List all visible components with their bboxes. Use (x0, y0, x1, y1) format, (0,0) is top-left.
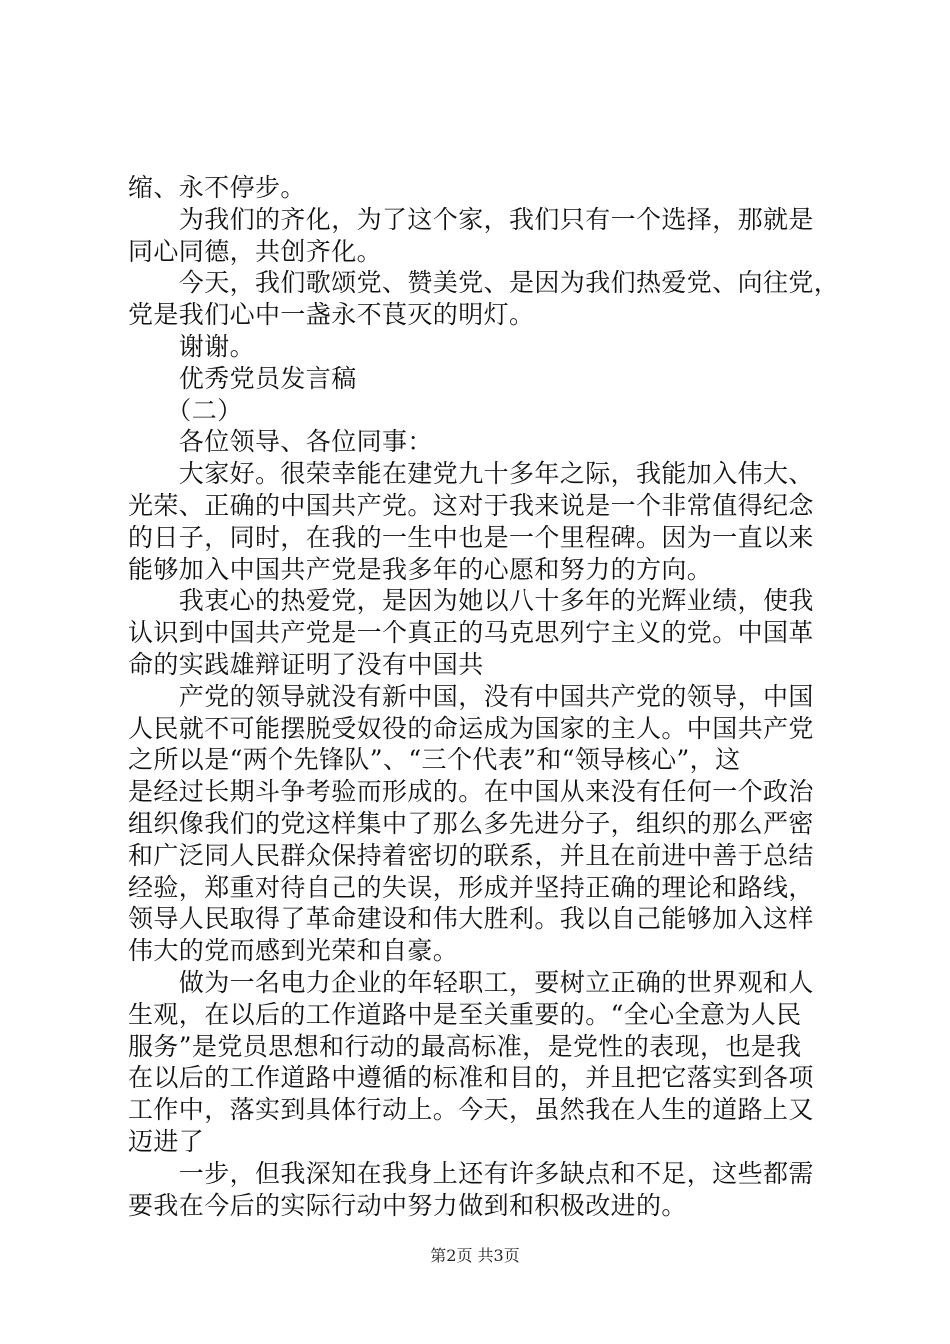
text-line: 在以后的工作道路中遵循的标准和目的，并且把它落实到各项 (128, 1063, 814, 1093)
text-line: 服务”是党员思想和行动的最高标准，是党性的表现，也是我 (128, 1031, 802, 1061)
text-line: 要我在今后的实际行动中努力做到和积极改进的。 (128, 1190, 687, 1220)
text-line: 之所以是“两个先锋队”、“三个代表”和“领导核心”，这 (128, 745, 741, 775)
text-line: 我衷心的热爱党，是因为她以八十多年的光辉业绩，使我 (128, 586, 814, 616)
section-title: 优秀党员发言稿 (128, 363, 357, 393)
text-line: 缩、永不停步。 (128, 173, 306, 202)
page-number: 第2页 共3页 (430, 1246, 520, 1265)
text-line: 今天，我们歌颂党、赞美党、是因为我们热爱党、向往党， (128, 268, 840, 298)
text-line: 是经过长期斗争考验而形成的。在中国从来没有任何一个政治 (128, 777, 814, 807)
text-line: 组织像我们的党这样集中了那么多先进分子，组织的那么严密 (128, 808, 814, 838)
page-footer (0, 1246, 950, 1266)
text-line: 为我们的齐化，为了这个家，我们只有一个选择，那就是 (128, 204, 814, 234)
salutation: 各位领导、各位同事： (128, 427, 433, 457)
text-line: 领导人民取得了革命建设和伟大胜利。我以自己能够加入这样 (128, 904, 814, 934)
section-number: （二） (128, 395, 243, 425)
document-body (128, 172, 840, 1221)
text-line: 经验，郑重对待自己的失误，形成并坚持正确的理论和路线， (128, 872, 814, 902)
text-line: 迈进了 (128, 1126, 205, 1156)
text-line: 一步，但我深知在我身上还有许多缺点和不足，这些都需 (128, 1158, 814, 1188)
text-line: 谢谢。 (128, 331, 256, 361)
text-line: 大家好。很荣幸能在建党九十多年之际，我能加入伟大、 (128, 459, 814, 489)
text-line: 产党的领导就没有新中国，没有中国共产党的领导，中国 (128, 681, 814, 711)
text-line: 人民就不可能摆脱受奴役的命运成为国家的主人。中国共产党 (128, 713, 814, 743)
text-line: 能够加入中国共产党是我多年的心愿和努力的方向。 (128, 554, 713, 584)
text-line: 同心同德，共创齐化。 (128, 236, 383, 266)
text-line: 党是我们心中一盏永不茛灭的明灯。 (128, 300, 535, 330)
text-line: 伟大的党而感到光荣和自豪。 (128, 936, 459, 966)
text-line: 和广泛同人民群众保持着密切的联系，并且在前进中善于总结 (128, 840, 814, 870)
text-line: 光荣、正确的中国共产党。这对于我来说是一个非常值得纪念 (128, 490, 814, 520)
text-line: 做为一名电力企业的年轻职工，要树立正确的世界观和人 (128, 967, 814, 997)
text-line: 工作中，落实到具体行动上。今天，虽然我在人生的道路上又 (128, 1095, 814, 1125)
text-line: 命的实践雄辩证明了没有中国共 (128, 649, 484, 679)
text-line: 的日子，同时，在我的一生中也是一个里程碑。因为一直以来 (128, 522, 814, 552)
text-line: 生观，在以后的工作道路中是至关重要的。“全心全意为人民 (128, 999, 802, 1029)
text-line: 认识到中国共产党是一个真正的马克思列宁主义的党。中国革 (128, 618, 814, 648)
